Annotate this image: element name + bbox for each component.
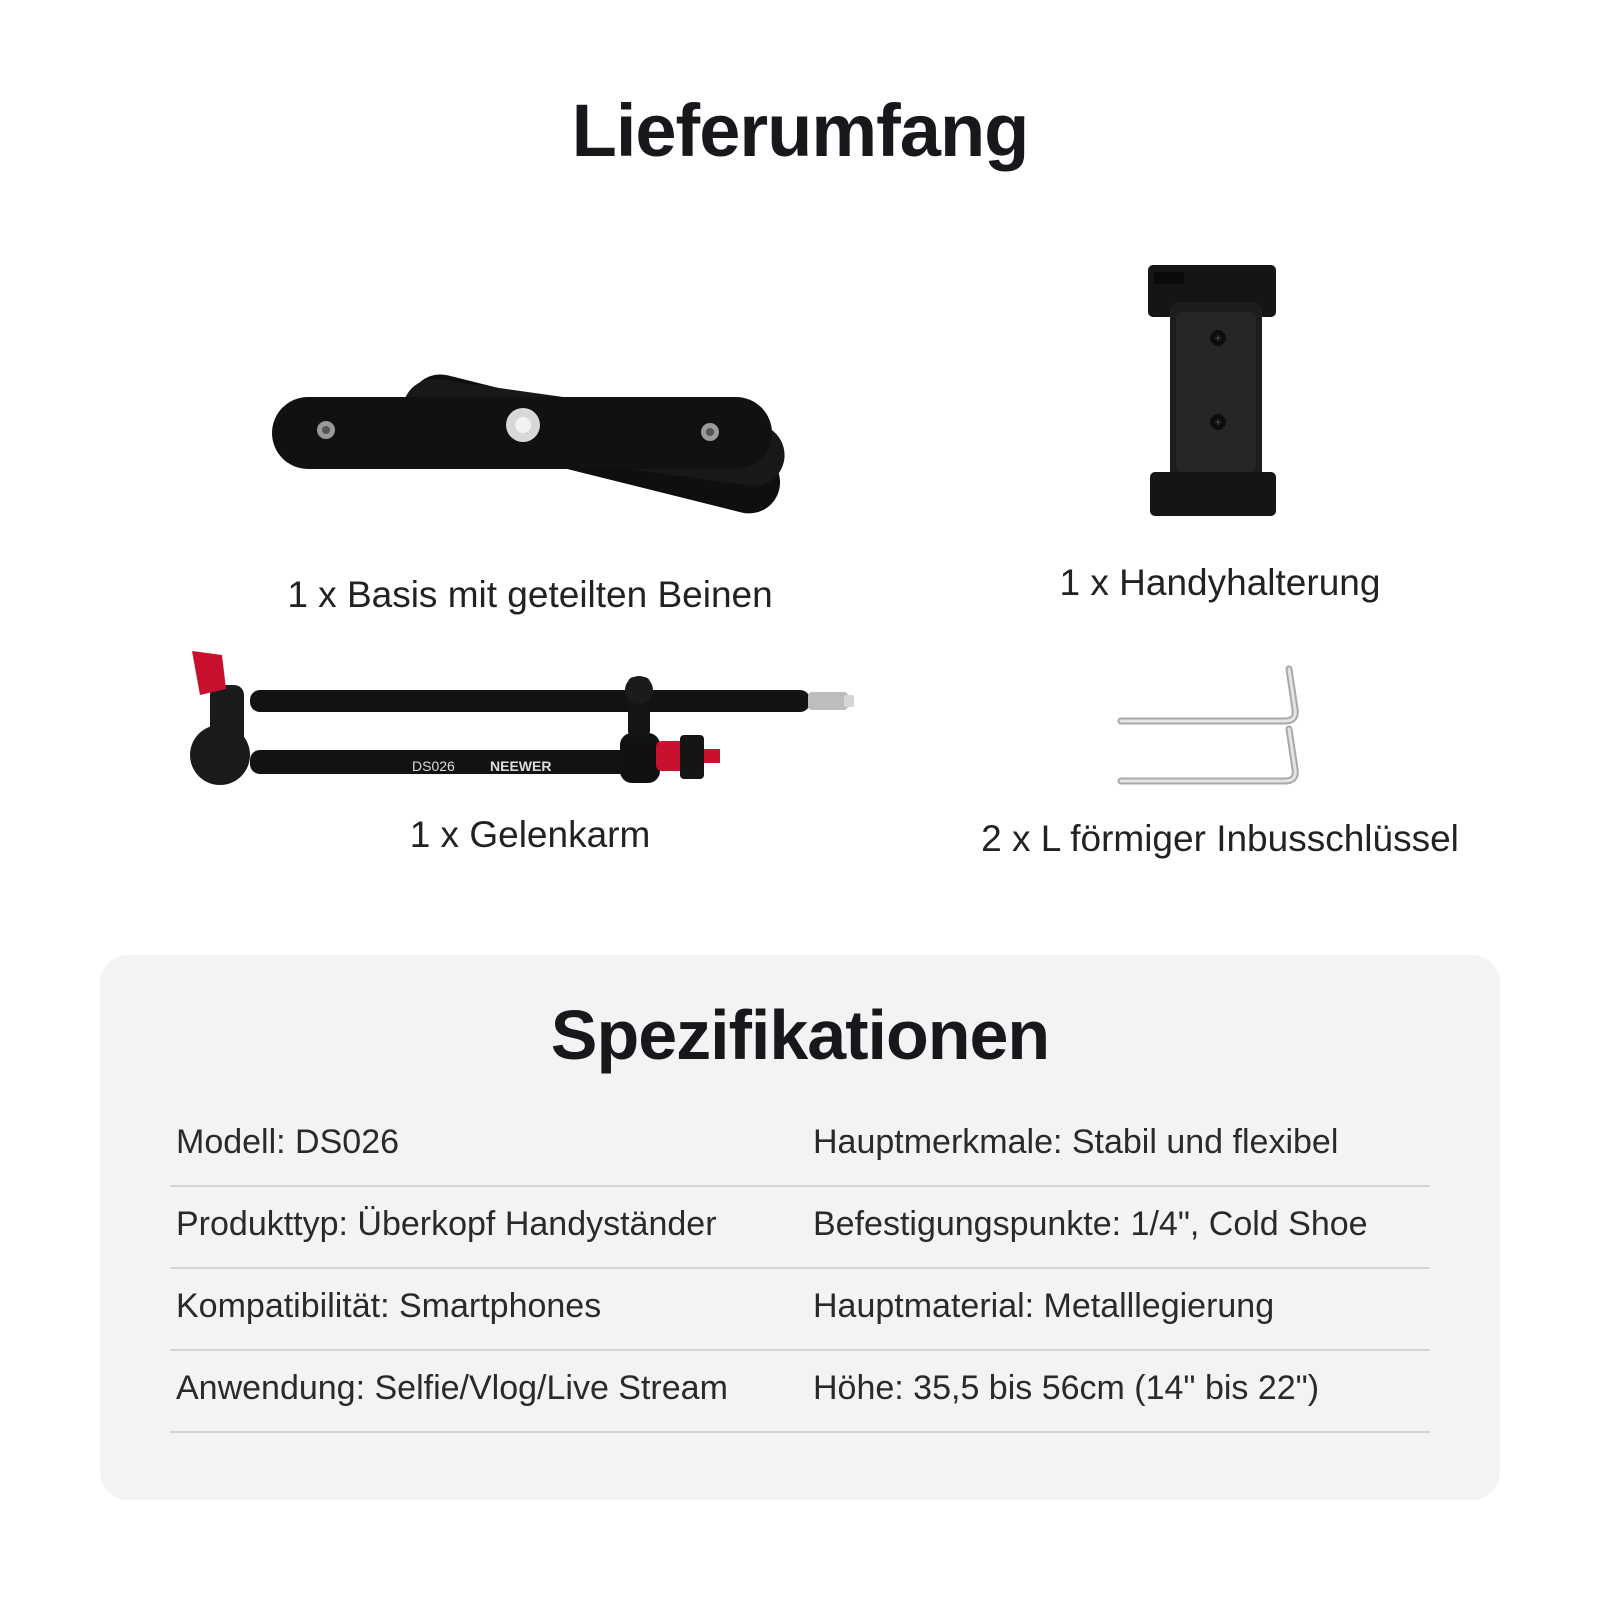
spec-application: Anwendung: Selfie/Vlog/Live Stream [176, 1369, 728, 1407]
allen-keys-image [1115, 665, 1315, 790]
item-caption-arm: 1 x Gelenkarm [409, 814, 651, 855]
spec-product-type: Produkttyp: Überkopf Handyständer [176, 1205, 717, 1243]
item-caption-allen-keys: 2 x L förmiger Inbusschlüssel [981, 818, 1459, 859]
item-caption-base: 1 x Basis mit geteilten Beinen [287, 574, 773, 615]
specifications-title: Spezifikationen [550, 996, 1050, 1074]
arm-brand-label: NEEWER [490, 758, 552, 774]
arm-model-label: DS026 [412, 758, 455, 774]
spec-model: Modell: DS026 [176, 1123, 400, 1161]
spec-height: Höhe: 35,5 bis 56cm (14" bis 22") [813, 1369, 1320, 1407]
phone-holder-image [1140, 260, 1285, 520]
spec-row [170, 1351, 1430, 1433]
page-title: Lieferumfang [571, 89, 1029, 172]
articulated-arm-image [180, 645, 880, 805]
specifications-card [100, 955, 1500, 1500]
spec-compatibility: Kompatibilität: Smartphones [176, 1287, 602, 1325]
svg-text:+: + [1214, 331, 1222, 345]
spec-row [170, 1105, 1430, 1187]
spec-row [170, 1269, 1430, 1351]
spec-main-features: Hauptmerkmale: Stabil und flexibel [813, 1123, 1339, 1161]
item-caption-phone-holder: 1 x Handyhalterung [1059, 562, 1381, 603]
split-leg-base-image [270, 345, 790, 530]
spec-material: Hauptmaterial: Metalllegierung [813, 1287, 1275, 1325]
svg-text:+: + [1214, 415, 1222, 429]
spec-row [170, 1187, 1430, 1269]
spec-mount-points: Befestigungspunkte: 1/4", Cold Shoe [813, 1205, 1368, 1243]
